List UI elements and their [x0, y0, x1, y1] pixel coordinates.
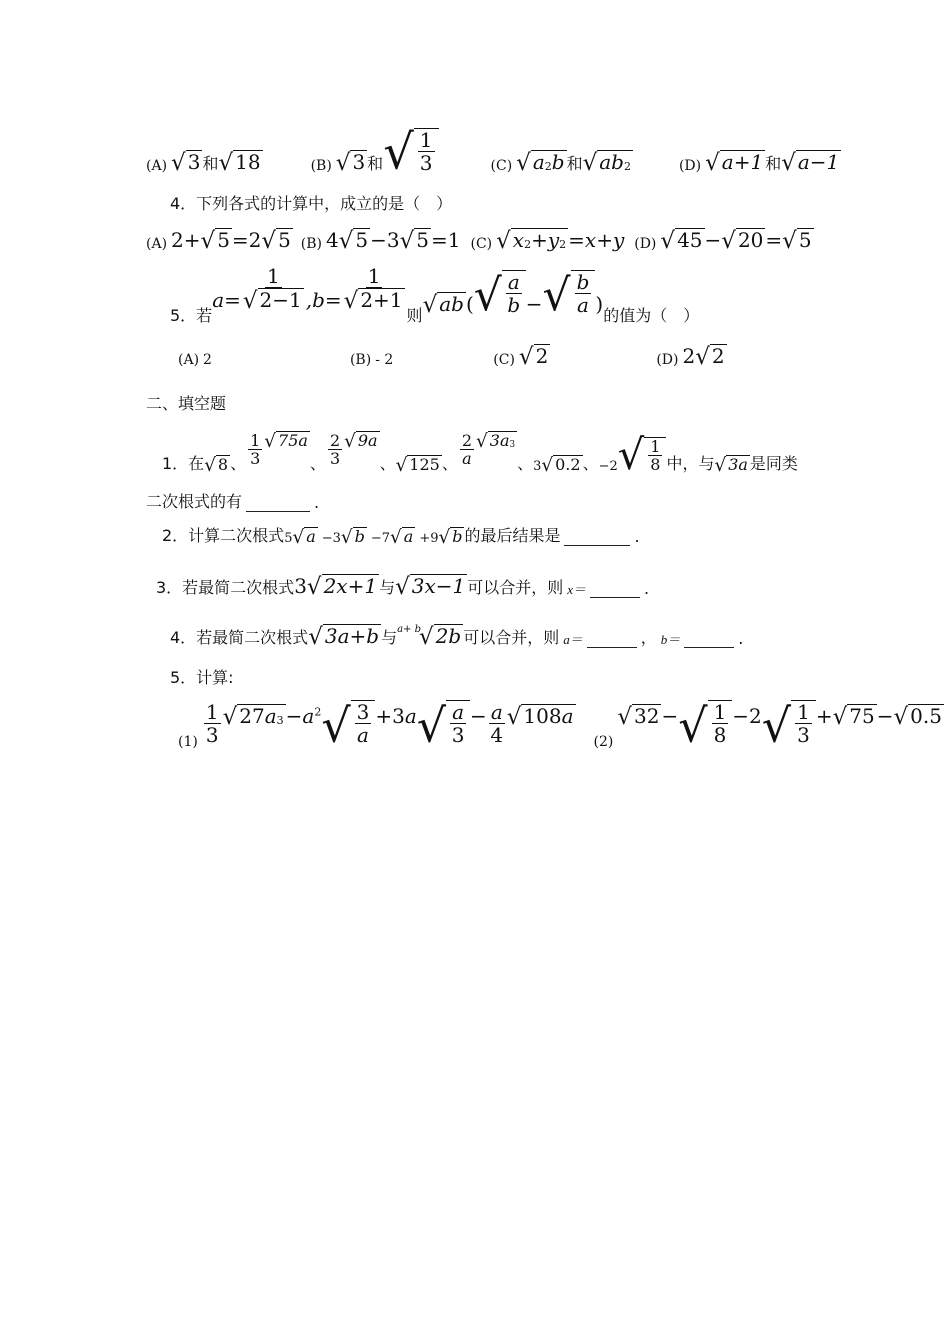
fill-question-3: 3．若最简二次根式 3 √ 2x+1 与 √ 3x−1 可以合并，则 x＝ . — [156, 574, 650, 601]
section-title: 二、填空题 — [146, 394, 227, 413]
q5-option-a-label: (A) — [178, 352, 200, 368]
f3-radical-1: 3 √ 2x+1 — [294, 574, 378, 601]
option-d-label: (D) — [678, 158, 702, 174]
q4-option-b-expr: 4 √ 5 −3 √ 5 =1 — [326, 228, 461, 255]
q5-option-d-value: 2 √ 2 — [682, 344, 725, 371]
q5-option-c-value: √ 2 — [518, 344, 549, 371]
question-5 — [170, 264, 699, 326]
f2-expression: 5 √ a −3 √ b −7 √ a +9 √ b — [284, 526, 463, 548]
answer-blank-b[interactable] — [684, 647, 734, 648]
option-d-expr: √ a+1 和 √ a−1 — [705, 150, 840, 177]
q4-option-b-label: (B) — [300, 236, 323, 252]
option-b-label: (B) — [310, 158, 332, 174]
fill-question-1: 1．在 √ 8 、 1 3 √ 75a 、 2 3 √ 9a 、 √ 125 、 2 a √ 3a $_3$ 、 3 √ 0.2 、 −2 √ 1 8 中，与 √ 3a 是同类 — [162, 430, 798, 480]
fill-question-4: 4．若最简二次根式 √ 3a+b 与 a+ b √ 2b 可以合并，则 a＝ ， b＝ . — [170, 624, 744, 651]
q3-options-row — [146, 118, 841, 181]
q4-option-c-label: (C) — [470, 236, 493, 252]
answer-blank-x[interactable] — [590, 597, 640, 598]
f3-radical-2: √ 3x−1 — [395, 574, 466, 601]
f1-target-sqrt3a: √ 3a — [714, 454, 748, 476]
f1-item-7: −2 √ 1 8 — [599, 432, 667, 474]
option-c-expr: √ a $_2$ b 和 √ ab $_2$ — [516, 150, 631, 177]
f1-item-3: 2 3 √ 9a — [329, 430, 378, 469]
q4-option-a-expr: 2+ √ 5 =2 √ 5 — [171, 228, 291, 255]
q5-option-d-label: (D) — [656, 352, 679, 368]
answer-blank-2[interactable] — [564, 545, 630, 546]
q4-options-row — [146, 216, 814, 255]
q5-option-c-label: (C) — [493, 352, 515, 368]
q4-option-d-label: (D) — [634, 236, 657, 252]
question-5-lead: 5．若 — [170, 306, 213, 325]
answer-blank-1[interactable] — [246, 511, 310, 512]
q5-option-b-value: - 2 — [375, 352, 394, 368]
q5-options-row — [178, 338, 727, 371]
option-c-label: (C) — [490, 158, 513, 174]
part-2-expression: √ 32 − √ 1 8 −2 √ 1 3 + √ 75 − √ 0.5 — [617, 698, 942, 753]
fill-question-5-lead: 5．计算: — [170, 668, 234, 687]
part-1-label: (1) — [178, 734, 198, 750]
f1-item-5: 2 a √ 3a $_3$ — [461, 430, 516, 469]
answer-blank-a[interactable] — [587, 647, 637, 648]
q5-suffix: 的值为（ ） — [603, 306, 700, 325]
f1-item-2: 1 3 √ 75a — [250, 430, 308, 469]
q5-option-a-value: 2 — [203, 352, 212, 368]
fill-question-5-parts — [178, 690, 944, 753]
q4-option-d-expr: √ 45 − √ 20 = √ 5 — [660, 228, 812, 255]
f1-item-sqrt8: √ 8 — [204, 454, 229, 476]
fill-question-2: 2．计算二次根式 5 √ a −3 √ b −7 √ a +9 √ b 的最后结果是 . — [162, 526, 640, 548]
f1-item-6: 3 √ 0.2 — [533, 454, 581, 476]
f1-item-4: √ 125 — [395, 454, 440, 476]
option-a-expr: √ 3 和 √ 18 — [171, 150, 261, 177]
q4-option-c-expr: √ x $_2$ + y $_2$ =x+y — [496, 228, 625, 255]
q5-expression: √ ab ( √ a b − √ b a ) — [422, 270, 604, 322]
f4-radical-2: a+ b √ 2b — [397, 624, 462, 651]
option-a-label: (A) — [146, 158, 168, 174]
q5-then: 则 — [406, 306, 423, 325]
part-1-expression: 1 3 √ 27 a $_3$ $-a^2$ √ 3 a +3a √ a 3 − $\frac{a}{4}$ √ 108 a — [205, 698, 574, 753]
q5-option-b-label: (B) — [349, 352, 372, 368]
q4-option-a-label: (A) — [146, 236, 168, 252]
q5-definitions: a= 1 √ 2−1 ,b= 1 √ 2+1 — [212, 264, 403, 315]
part-2-label: (2) — [593, 734, 614, 750]
fill-question-1-line2: 二次根式的有 . — [146, 492, 320, 512]
option-b-expr: √ 3 和 √ 1 3 — [336, 126, 439, 174]
f4-radical-1: √ 3a+b — [308, 624, 380, 651]
question-4-stem: 4．下列各式的计算中，成立的是（ ） — [170, 194, 453, 213]
